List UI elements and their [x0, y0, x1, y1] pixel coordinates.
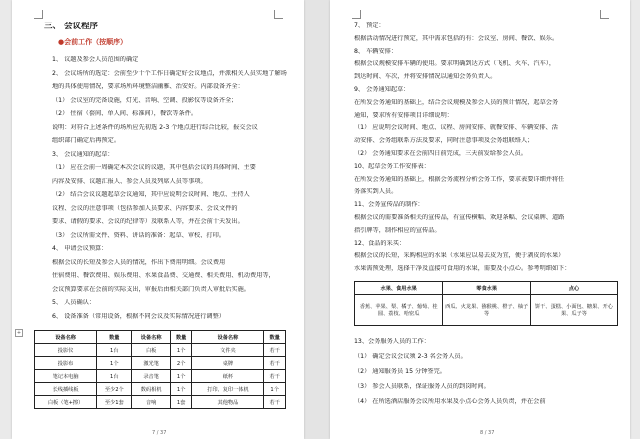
text-line: 水果需预处理，选择干净及直接可食用的水果，需要及小点心。参考明细如下： — [354, 265, 571, 273]
text-line: （2） 通知服务员 15 分钟签完。 — [354, 368, 446, 375]
table-cell: 1个 — [170, 370, 192, 383]
text-line: （1） 应在会前一周确定本次会议的议题，其中包括会议的具体时间、主要 — [52, 164, 256, 171]
section-heading: 三、 会议程序 — [44, 22, 98, 30]
table-cell: 桌牌 — [192, 357, 264, 370]
text-line: （2） 会务通知要求在会前四日前完成，三天前发给参会人员。 — [354, 150, 527, 157]
table-header-cell: 数量 — [264, 331, 286, 344]
text-line: 要求、请假的要求、会议的纪律等）及联系人等，并在会前十天发出。 — [52, 218, 244, 225]
text-line: （2） 住宿（套间、单人间、标准间），餐饮等条件。 — [52, 110, 198, 117]
table-header-cell: 数量 — [170, 331, 192, 344]
text-line: 3、 会议通知的起草： — [52, 150, 114, 158]
table-header-row — [35, 331, 286, 344]
table-cell: 1个 — [170, 383, 192, 396]
section-subheading: ●会前工作（按顺序） — [58, 38, 128, 46]
crop-mark — [34, 10, 43, 19]
text-line: 在所发会务通知的基础上，根据会务流程分析会务工作，要求表要详细并将任 — [354, 175, 565, 183]
table-cell: 若干 — [264, 344, 286, 357]
table-row — [35, 357, 286, 370]
document-page-right — [330, 0, 630, 439]
text-line: （1） 会议室的完备设施，灯光、音响、空调、投影仪等设备齐全； — [52, 96, 238, 104]
text-line: 12、食品的采买： — [354, 239, 406, 247]
text-line: 务落实到人员。 — [354, 188, 398, 196]
table-cell: 打印、复印一体机 — [192, 383, 264, 396]
table-row — [35, 383, 286, 396]
table-cell: 笔记本电脑 — [35, 370, 97, 383]
table-cell: 其他物品 — [192, 396, 264, 409]
text-line: 8、 车辆安排： — [354, 47, 398, 55]
table-cell: 白板（笔+擦） — [35, 396, 97, 409]
table-row — [355, 295, 618, 326]
crop-mark — [274, 10, 283, 19]
table-cell: 1个 — [264, 383, 286, 396]
page-gap — [304, 0, 330, 439]
crop-mark — [352, 10, 361, 19]
text-line: 在所发会务通知的基础上，结合会议规模及参会人员的预计情况，起草会务 — [354, 98, 559, 106]
table-cell: 数码相机 — [132, 383, 170, 396]
text-line: （4） 在所选酒店服务会议所用水果及小点心会务人员负责，并在会前 — [354, 398, 546, 405]
table-header-cell: 设备名称 — [192, 331, 264, 344]
text-line: （3） 会议所需文件、资料、讲话的准备：起草、审校、打印。 — [52, 231, 225, 239]
text-line: 根据会议的需要准备相关的宣传品，有宣传横幅、欢迎条幅、会议桌牌、道路 — [354, 214, 565, 221]
page-number: 8 / 37 — [480, 430, 495, 436]
text-line: 1、 议题及参会人员范围的确定 — [52, 56, 139, 63]
table-cell: 若干 — [264, 370, 286, 383]
table-cell: 1台 — [97, 344, 132, 357]
table-cell: 饼干、蛋糕、小面包、糖果、开心果、瓜子等 — [530, 295, 617, 326]
text-line: 通知，要求所有安排项目详细说明： — [354, 111, 453, 119]
table-cell: 激光笔 — [132, 357, 170, 370]
table-header-cell: 水果、食用水果 — [355, 282, 443, 295]
equipment-table — [34, 330, 286, 409]
table-cell: 音响 — [132, 396, 170, 409]
table-row — [35, 370, 286, 383]
table-cell: 纸杯 — [192, 370, 264, 383]
text-line: 会议预算要求在会前的实际支出，审报后由相关部门负责人审批后实施。 — [52, 285, 250, 293]
text-line: 地的具体使用情况，要求场所环境整洁幽雅、治安好。内部设备齐全： — [52, 83, 244, 90]
text-line: 到达时间、车次，并将安排情况以通知会务负责人。 — [354, 73, 497, 81]
table-row — [35, 396, 286, 409]
table-cell: 若干 — [264, 357, 286, 370]
table-row — [35, 344, 286, 357]
table-cell: 香蕉、苹果、梨、橘子、葡萄、桂圆、荔枝、哈密瓜 — [355, 295, 443, 326]
table-cell: 1个 — [97, 357, 132, 370]
table-move-handle[interactable]: + — [16, 330, 22, 336]
text-line: 指引牌等，制作相应的宣传品。 — [354, 226, 441, 234]
table-cell: 1台 — [97, 370, 132, 383]
table-cell: 至少1套 — [97, 396, 132, 409]
table-cell: 投影仪 — [35, 344, 97, 357]
text-line: 4、 申请会议预算： — [52, 245, 108, 252]
text-line: 13、会务服务人员的工作： — [354, 338, 430, 345]
table-header-cell: 设备名称 — [132, 331, 170, 344]
text-line: 组织部门确定后再预定。 — [52, 137, 121, 144]
table-cell: 白板 — [132, 344, 170, 357]
text-line: 11、会务宣传品的制作： — [354, 201, 424, 209]
table-cell: 文件夹 — [192, 344, 264, 357]
table-header-cell: 设备名称 — [35, 331, 97, 344]
text-line: 5、 人员确认： — [52, 299, 96, 306]
text-line: 议程、会议的注意事项（包括参加人员要求、内容要求、会议文件的 — [52, 204, 238, 212]
text-line: 6、 设备准备（常用设备，根据不同会议及实际情况进行调整） — [52, 312, 225, 320]
table-header-cell: 点心 — [530, 282, 617, 295]
table-cell: 投影布 — [35, 357, 97, 370]
table-cell: 录音笔 — [132, 370, 170, 383]
table-cell: 若干 — [264, 396, 286, 409]
table-cell: 西瓜、火龙果、猕猴桃、橙子、柚子等 — [443, 295, 531, 326]
text-line: 2、 会议场所的选定：会前至少十个工作日确定好会议地点，并派相关人员实地了解场 — [52, 69, 287, 77]
text-line: 根据会议的长短及参会人员的情况，作出下费用明细。会议费用 — [52, 258, 226, 266]
text-line: 9、 会务通知起草： — [354, 86, 410, 93]
document-page-left — [12, 0, 304, 439]
text-line: 内容及安排、议题汇报人、参会人员及列席人员等事项。 — [52, 177, 207, 185]
text-line: 根据活动情况进行预定，其中需求包括的有：会议室、房间、餐饮、娱乐。 — [354, 34, 559, 42]
text-line: 说明：对符合上述条件的场所应先初选 2-3 个地点进行综合比较，报交会议 — [52, 123, 258, 131]
table-cell: 1套 — [170, 396, 192, 409]
table-header-cell: 数量 — [97, 331, 132, 344]
text-line: 动安排、会务组联系方法及要求，同时注意事项及会务组联络人； — [354, 137, 534, 145]
table-cell: 至少2个 — [97, 383, 132, 396]
table-cell: 2个 — [170, 357, 192, 370]
crop-mark — [600, 10, 609, 19]
text-line: 7、 预定： — [354, 22, 385, 29]
page-number: 7 / 37 — [152, 430, 167, 436]
text-line: 10、起草会务工作安排表： — [354, 162, 430, 170]
table-cell: 1个 — [170, 344, 192, 357]
table-header-cell: 零食水果 — [443, 282, 531, 295]
text-line: （1） 应说明会议时间、地点、议程、房间安排、就餐安排、车辆安排、活 — [354, 124, 558, 132]
table-cell: 长线插线板 — [35, 383, 97, 396]
text-line: 住宿费用、餐饮费用、娱乐费用、水果食品费、交通费、相关费用、机动费用等， — [52, 272, 275, 279]
text-line: （2） 结合会议议题起草会议通知，其中应说明会议时间、地点、主持人 — [52, 191, 250, 198]
text-line: （1） 确定会议会议须 2-3 名会务人员。 — [354, 353, 467, 360]
text-line: 根据会议规模安排车辆的使用。要求明确到达方式（飞机、火车、汽车）， — [354, 60, 556, 68]
text-line: （3） 参会人员联系，保证服务人员的到岗时间。 — [354, 383, 490, 390]
table-header-row — [355, 282, 618, 295]
food-table — [354, 281, 618, 326]
text-line: 根据会议的长短，采购相应的水果（水果应以易去皮为宜，便于剥皮的水果） — [354, 252, 565, 260]
